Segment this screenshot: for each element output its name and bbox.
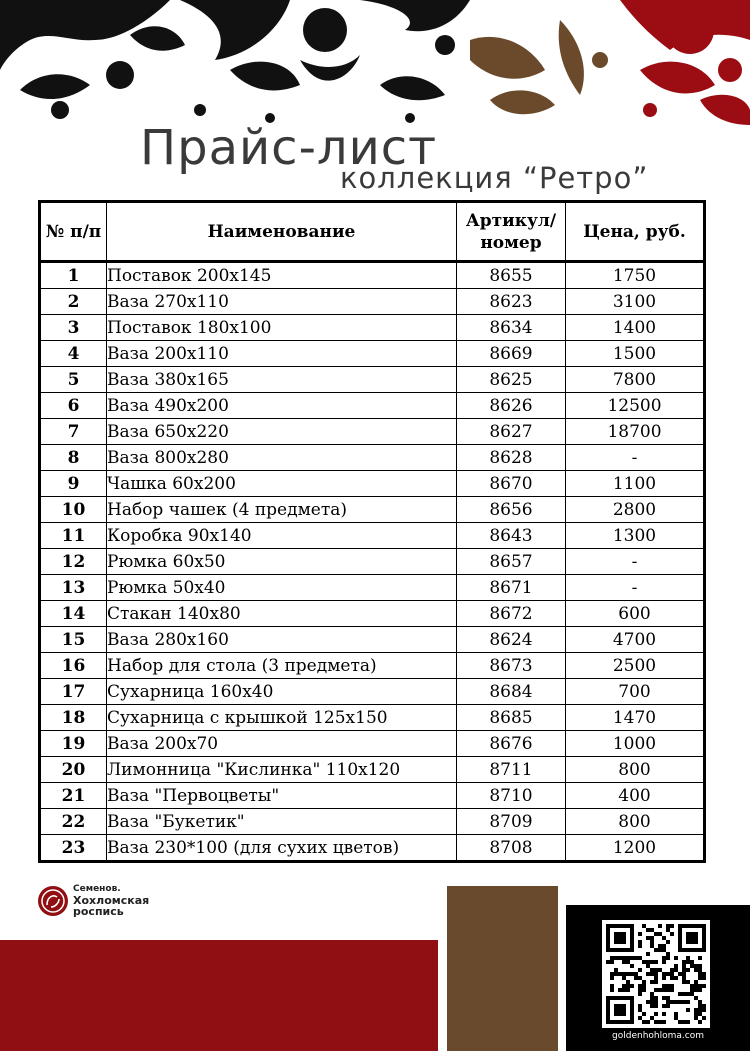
article-number: 8708 — [457, 835, 566, 862]
header-article-line2: номер — [480, 232, 542, 253]
price-value: 1200 — [566, 835, 705, 862]
price-value: 3100 — [566, 289, 705, 315]
table-row — [40, 549, 705, 575]
table-row — [40, 731, 705, 757]
product-name: Ваза "Букетик" — [107, 809, 457, 835]
product-name: Стакан 140х80 — [107, 601, 457, 627]
red-decorative-band — [0, 940, 438, 1051]
product-name: Рюмка 50х40 — [107, 575, 457, 601]
product-name: Набор чашек (4 предмета) — [107, 497, 457, 523]
article-number: 8624 — [457, 627, 566, 653]
product-name: Ваза 200х110 — [107, 341, 457, 367]
row-number: 14 — [40, 601, 107, 627]
table-row — [40, 471, 705, 497]
article-number: 8627 — [457, 419, 566, 445]
table-row — [40, 419, 705, 445]
article-number: 8625 — [457, 367, 566, 393]
article-number: 8685 — [457, 705, 566, 731]
table-row — [40, 653, 705, 679]
table-row — [40, 393, 705, 419]
price-value: 1300 — [566, 523, 705, 549]
price-value: 2800 — [566, 497, 705, 523]
table-row — [40, 757, 705, 783]
article-number: 8656 — [457, 497, 566, 523]
article-number: 8672 — [457, 601, 566, 627]
price-value: 1100 — [566, 471, 705, 497]
article-number: 8709 — [457, 809, 566, 835]
product-name: Чашка 60х200 — [107, 471, 457, 497]
floral-ornament-icon — [0, 0, 750, 130]
price-value: 1400 — [566, 315, 705, 341]
product-name: Сухарница с крышкой 125х150 — [107, 705, 457, 731]
logo-line-2: Хохломская — [73, 894, 150, 907]
table-row — [40, 523, 705, 549]
row-number: 11 — [40, 523, 107, 549]
table-row — [40, 627, 705, 653]
price-value: 400 — [566, 783, 705, 809]
qr-code[interactable] — [602, 920, 710, 1028]
table-row — [40, 679, 705, 705]
row-number: 8 — [40, 445, 107, 471]
table-row — [40, 367, 705, 393]
row-number: 19 — [40, 731, 107, 757]
product-name: Ваза 280х160 — [107, 627, 457, 653]
row-number: 5 — [40, 367, 107, 393]
logo-line-3: роспись — [73, 905, 124, 918]
price-value: 800 — [566, 757, 705, 783]
product-name: Набор для стола (3 предмета) — [107, 653, 457, 679]
floral-ornament-header — [0, 0, 750, 130]
article-number: 8670 — [457, 471, 566, 497]
header-price: Цена, руб. — [566, 202, 705, 262]
article-number: 8643 — [457, 523, 566, 549]
article-number: 8669 — [457, 341, 566, 367]
table-row — [40, 497, 705, 523]
product-name: Ваза 270х110 — [107, 289, 457, 315]
website-label[interactable]: goldenhohloma.com — [612, 1031, 704, 1041]
header-article — [457, 202, 566, 262]
row-number: 20 — [40, 757, 107, 783]
page-subtitle: коллекция “Ретро” — [340, 161, 649, 195]
table-row — [40, 809, 705, 835]
logo-line-1: Семенов. — [73, 884, 121, 894]
row-number: 15 — [40, 627, 107, 653]
row-number: 7 — [40, 419, 107, 445]
product-name: Ваза 490х200 — [107, 393, 457, 419]
table-row — [40, 315, 705, 341]
table-row — [40, 341, 705, 367]
product-name: Ваза 800х280 — [107, 445, 457, 471]
price-value: 1470 — [566, 705, 705, 731]
table-row — [40, 835, 705, 862]
header-article-line1: Артикул/ — [465, 210, 557, 231]
row-number: 17 — [40, 679, 107, 705]
product-name: Ваза 230*100 (для сухих цветов) — [107, 835, 457, 862]
header-num: № п/п — [40, 202, 107, 262]
price-value: 4700 — [566, 627, 705, 653]
row-number: 16 — [40, 653, 107, 679]
row-number: 21 — [40, 783, 107, 809]
article-number: 8628 — [457, 445, 566, 471]
page-title: Прайс-лист — [140, 120, 438, 176]
table-row — [40, 445, 705, 471]
product-name: Ваза 200х70 — [107, 731, 457, 757]
product-name: Рюмка 60х50 — [107, 549, 457, 575]
article-number: 8626 — [457, 393, 566, 419]
header-name: Наименование — [107, 202, 457, 262]
table-row — [40, 262, 705, 289]
product-name: Поставок 200х145 — [107, 262, 457, 289]
price-value: 12500 — [566, 393, 705, 419]
row-number: 18 — [40, 705, 107, 731]
article-number: 8657 — [457, 549, 566, 575]
product-name: Коробка 90х140 — [107, 523, 457, 549]
article-number: 8676 — [457, 731, 566, 757]
table-row — [40, 601, 705, 627]
price-value: 1750 — [566, 262, 705, 289]
product-name: Лимонница "Кислинка" 110х120 — [107, 757, 457, 783]
product-name: Поставок 180х100 — [107, 315, 457, 341]
row-number: 22 — [40, 809, 107, 835]
price-value: 1000 — [566, 731, 705, 757]
price-value: 2500 — [566, 653, 705, 679]
article-number: 8711 — [457, 757, 566, 783]
brand-monogram-icon — [37, 885, 69, 917]
row-number: 23 — [40, 835, 107, 862]
product-name: Ваза 380х165 — [107, 367, 457, 393]
row-number: 9 — [40, 471, 107, 497]
brown-decorative-block — [447, 886, 558, 1051]
brand-logo — [37, 884, 149, 917]
article-number: 8673 — [457, 653, 566, 679]
row-number: 6 — [40, 393, 107, 419]
article-number: 8623 — [457, 289, 566, 315]
product-name: Ваза "Первоцветы" — [107, 783, 457, 809]
article-number: 8655 — [457, 262, 566, 289]
article-number: 8684 — [457, 679, 566, 705]
table-header-row — [40, 202, 705, 262]
table-row — [40, 783, 705, 809]
row-number: 3 — [40, 315, 107, 341]
row-number: 4 — [40, 341, 107, 367]
qr-code-icon — [602, 920, 710, 1028]
article-number: 8710 — [457, 783, 566, 809]
price-value: 18700 — [566, 419, 705, 445]
price-value: 700 — [566, 679, 705, 705]
article-number: 8671 — [457, 575, 566, 601]
row-number: 12 — [40, 549, 107, 575]
price-value: - — [566, 575, 705, 601]
price-value: 1500 — [566, 341, 705, 367]
article-number: 8634 — [457, 315, 566, 341]
price-table — [38, 200, 706, 863]
price-value: 7800 — [566, 367, 705, 393]
row-number: 2 — [40, 289, 107, 315]
row-number: 10 — [40, 497, 107, 523]
price-value: 600 — [566, 601, 705, 627]
row-number: 1 — [40, 262, 107, 289]
table-row — [40, 575, 705, 601]
product-name: Ваза 650х220 — [107, 419, 457, 445]
price-value: - — [566, 549, 705, 575]
table-row — [40, 289, 705, 315]
price-value: - — [566, 445, 705, 471]
row-number: 13 — [40, 575, 107, 601]
price-value: 800 — [566, 809, 705, 835]
product-name: Сухарница 160х40 — [107, 679, 457, 705]
table-row — [40, 705, 705, 731]
